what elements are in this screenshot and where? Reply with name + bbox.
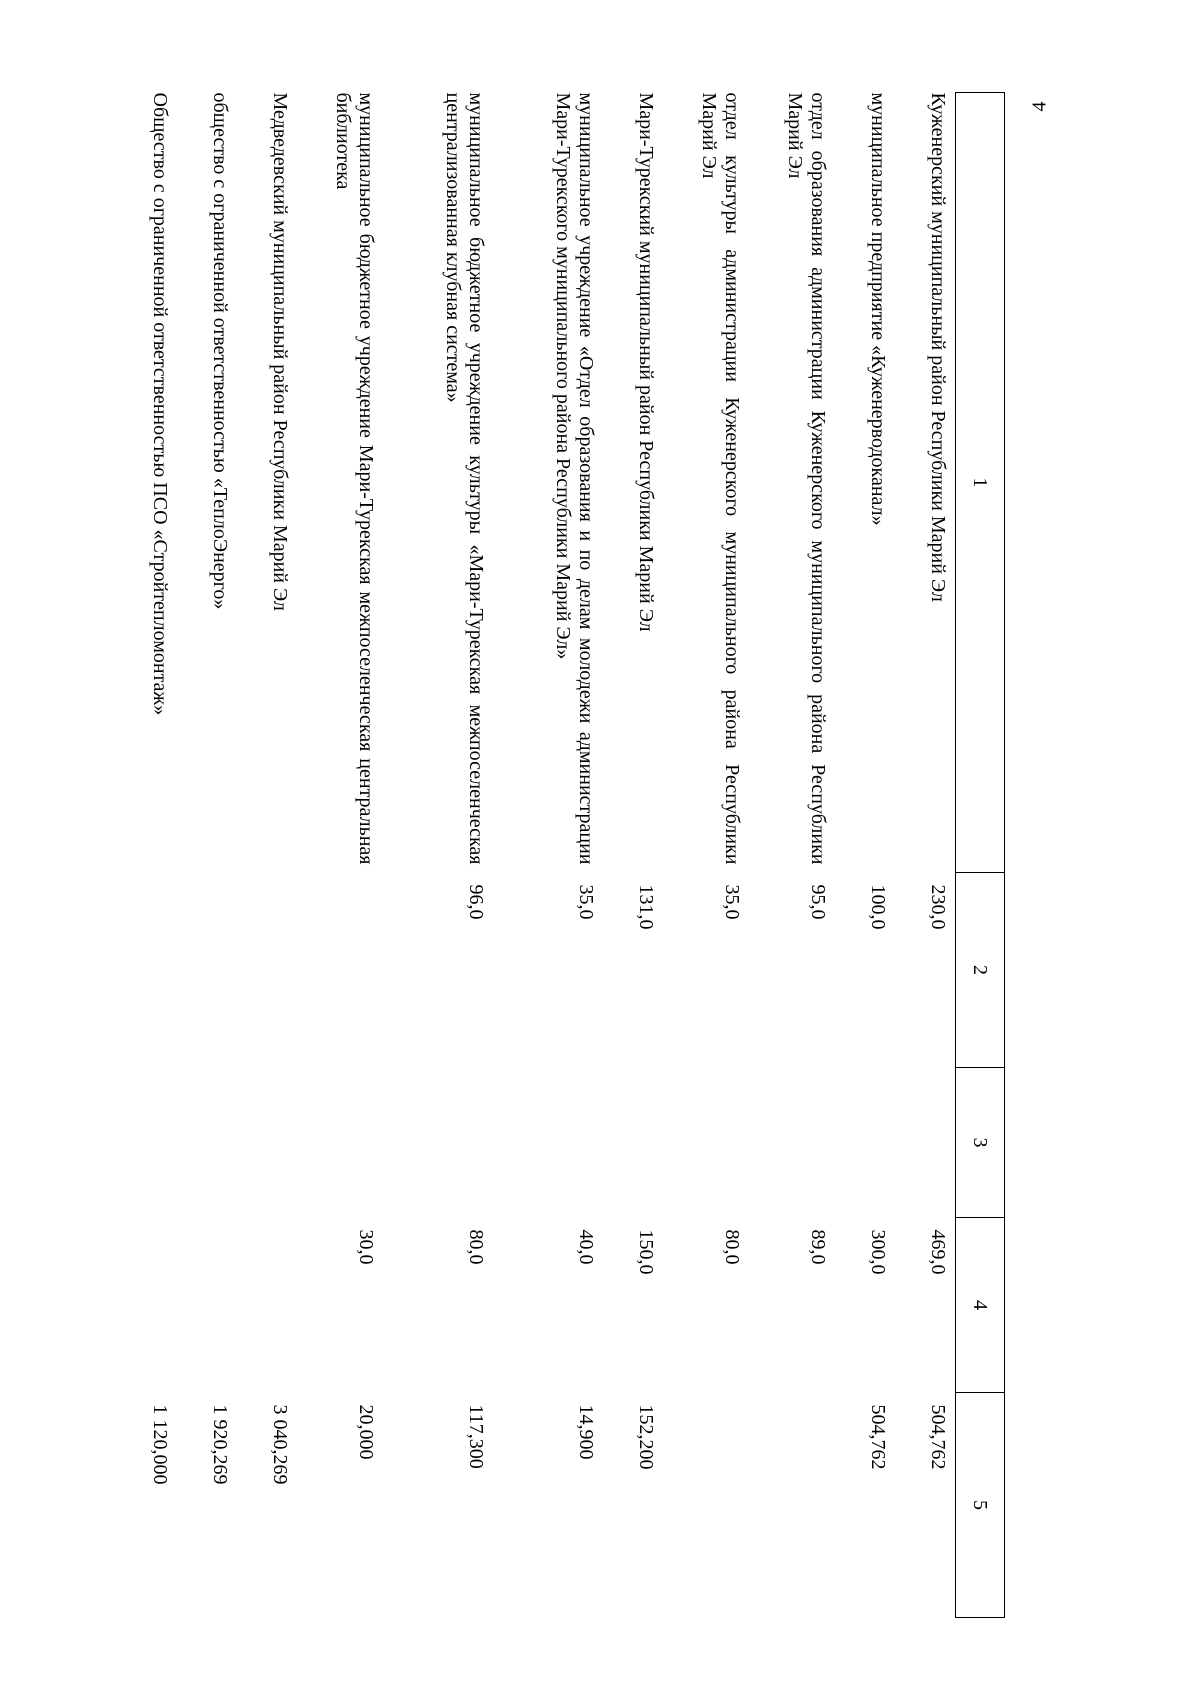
cell-name: отдел образования администрации Куженерского муниципального района Республики Марий Эл [784, 92, 829, 865]
cell-name: муниципальное предприятие «Куженерводоканал» [867, 92, 889, 526]
cell-col-3 [603, 1068, 663, 1218]
cell-col-2: 95,0 [807, 884, 829, 920]
header-row [956, 93, 1005, 1618]
cell-col-5: 20,000 [355, 1404, 377, 1460]
cell-name: Медведевский муниципальный район Республики Марий Эл [269, 92, 291, 611]
cell-col-5: 1 120,000 [149, 1404, 171, 1485]
cell-name: муниципальное бюджетное учреждение Мари-Турекская межпоселенческая центральная библиотека [332, 92, 377, 865]
cell-name: Мари-Турекский муниципальный район Республики Марий Эл [635, 92, 657, 632]
cell-col-5 [749, 1393, 835, 1618]
table-row [237, 93, 297, 1618]
cell-col-4: 89,0 [807, 1229, 829, 1265]
cell-col-3 [749, 1068, 835, 1218]
cell-col-2: 230,0 [927, 884, 949, 930]
cell-col-4: 150,0 [635, 1229, 657, 1275]
cell-name: муниципальное бюджетное учреждение культуры «Мари-Турекская межпоселенческая централизованная клубная система» [442, 92, 487, 865]
rotated-sheet [149, 92, 1005, 1617]
table-row [177, 93, 237, 1618]
cell-col-3 [383, 1068, 493, 1218]
cell-col-2: 100,0 [867, 884, 889, 930]
cell-col-2 [177, 873, 237, 1068]
cell-col-5: 504,762 [867, 1404, 889, 1470]
cell-name: Куженерский муниципальный район Республики Марий Эл [927, 92, 949, 602]
data-table [91, 92, 1005, 1618]
header-col-1: 1 [956, 93, 1005, 873]
cell-col-4: 40,0 [575, 1229, 597, 1265]
table-row [383, 93, 493, 1618]
table-row [663, 93, 749, 1618]
cell-col-2 [237, 873, 297, 1068]
table-row [297, 93, 383, 1618]
cell-col-2 [91, 873, 177, 1068]
cell-col-3 [91, 1068, 177, 1218]
cell-col-4: 300,0 [867, 1229, 889, 1275]
cell-col-4 [237, 1218, 297, 1393]
cell-col-2 [297, 873, 383, 1068]
cell-col-4: 30,0 [355, 1229, 377, 1265]
table-header [956, 93, 1005, 1618]
cell-col-5 [663, 1393, 749, 1618]
cell-col-3 [895, 1068, 956, 1218]
table-row [493, 93, 603, 1618]
cell-col-2: 35,0 [721, 884, 743, 920]
cell-name: общество с ограниченной ответственностью «ТеплоЭнерго» [209, 92, 231, 610]
cell-col-4 [91, 1218, 177, 1393]
cell-col-4: 80,0 [465, 1229, 487, 1265]
table-body [91, 93, 956, 1618]
cell-col-4: 80,0 [721, 1229, 743, 1265]
cell-col-5: 14,900 [575, 1404, 597, 1460]
cell-name: Общество с ограниченной ответственностью ПСО «Стройтепломонтаж» [149, 92, 171, 716]
page-number: 4 [1028, 101, 1051, 112]
cell-col-4 [177, 1218, 237, 1393]
table-row [749, 93, 835, 1618]
cell-name: муниципальное учреждение «Отдел образования и по делам молодежи администрации Мари-Турекского муниципального района Республики Марий Эл» [552, 92, 597, 865]
cell-col-5: 1 920,269 [209, 1404, 231, 1485]
cell-col-3 [177, 1068, 237, 1218]
table-row [91, 93, 177, 1618]
cell-col-5: 504,762 [927, 1404, 949, 1470]
cell-col-4: 469,0 [927, 1229, 949, 1275]
table-row [835, 93, 895, 1618]
cell-col-2: 96,0 [465, 884, 487, 920]
cell-col-3 [835, 1068, 895, 1218]
cell-name: отдел культуры администрации Куженерского муниципального района Республики Марий Эл [698, 92, 743, 865]
header-col-3: 3 [956, 1068, 1005, 1218]
cell-col-3 [297, 1068, 383, 1218]
header-col-5: 5 [956, 1393, 1005, 1618]
cell-col-2: 131,0 [635, 884, 657, 930]
table-row [895, 93, 956, 1618]
table-row [603, 93, 663, 1618]
cell-col-2: 35,0 [575, 884, 597, 920]
cell-col-3 [237, 1068, 297, 1218]
cell-col-3 [663, 1068, 749, 1218]
cell-col-5: 3 040,269 [269, 1404, 291, 1485]
cell-col-5: 152,200 [635, 1404, 657, 1470]
header-col-2: 2 [956, 873, 1005, 1068]
header-col-4: 4 [956, 1218, 1005, 1393]
cell-col-5: 117,300 [465, 1404, 487, 1469]
cell-col-3 [493, 1068, 603, 1218]
